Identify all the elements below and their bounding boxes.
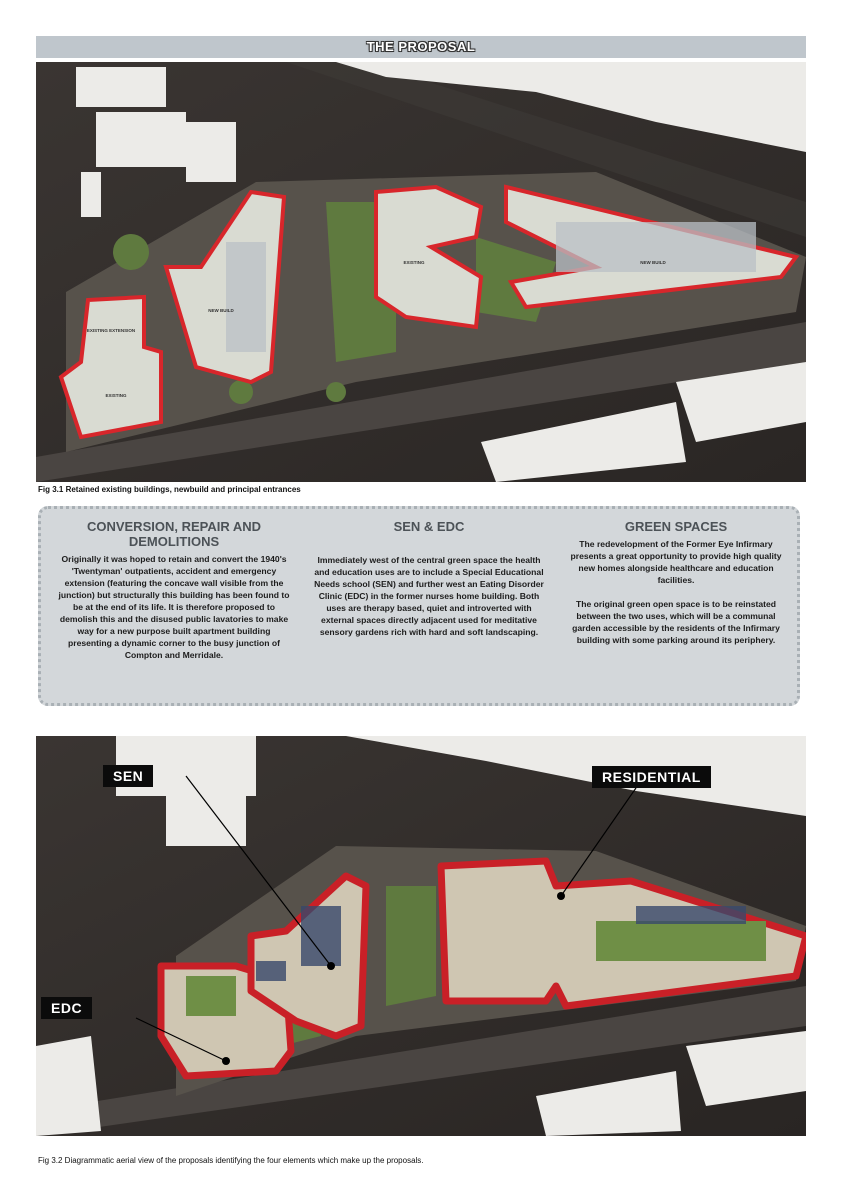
label-existing-center: EXISTING: [403, 260, 425, 265]
section-sen-edc: [313, 519, 545, 638]
aerial-view-2: [36, 736, 806, 1136]
section-conversion-heading: CONVERSION, REPAIR AND DEMOLITIONS: [86, 519, 262, 549]
label-existing-extension: EXISTING EXTENSION: [86, 328, 136, 333]
figure-2-caption: Fig 3.2 Diagrammatic aerial view of the proposals identifying the four elements which make up the proposals.: [38, 1156, 424, 1165]
label-new-build-right: NEW BUILD: [640, 260, 666, 265]
section-sen-edc-heading: SEN & EDC: [393, 519, 465, 534]
figure-1-caption: Fig 3.1 Retained existing buildings, newbuild and principal entrances: [38, 485, 301, 494]
info-panel: [38, 506, 800, 706]
section-conversion: [55, 519, 293, 661]
section-green-spaces-body-1: The redevelopment of the Former Eye Infirmary presents a great opportunity to provide high quality new homes alongside healthcare and education facilities.: [570, 539, 782, 585]
label-sen: SEN: [103, 765, 153, 787]
label-residential: RESIDENTIAL: [592, 766, 711, 788]
aerial-view-1: [36, 62, 806, 482]
page-title: THE PROPOSAL: [36, 36, 806, 58]
section-conversion-body: Originally it was hoped to retain and convert the 1940's 'Twentyman' outpatients, accident and emergency extension (featuring the concave wall visible from the junction) but structurally this building has been found to be at the end of its life. It is therefore proposed to demolish this and the disused public lavatories to make way for a new purpose built apartment building presenting a dynamic corner to the busy junction of Compton and Merridale.: [58, 554, 290, 660]
section-green-spaces: [561, 519, 791, 646]
section-green-spaces-body-2: The original green open space is to be reinstated between the two uses, which will be a communal garden accessible by the residents of the Infirmary building with some parking around its periphery.: [572, 599, 780, 645]
section-sen-edc-body: Immediately west of the central green space the health and education uses are to include a Special Educational Needs school (SEN) and further west an Eating Disorder Clinic (EDC) in the former nurses home building. Both uses are therapy based, quiet and introverted with external spaces directly adjacent used for meditative sensory gardens rich with hard and soft landscaping.: [314, 555, 544, 637]
label-new-build-left: NEW BUILD: [208, 308, 234, 313]
label-edc: EDC: [41, 997, 92, 1019]
label-existing-left: EXISTING: [105, 393, 127, 398]
section-green-spaces-heading: GREEN SPACES: [624, 519, 728, 534]
